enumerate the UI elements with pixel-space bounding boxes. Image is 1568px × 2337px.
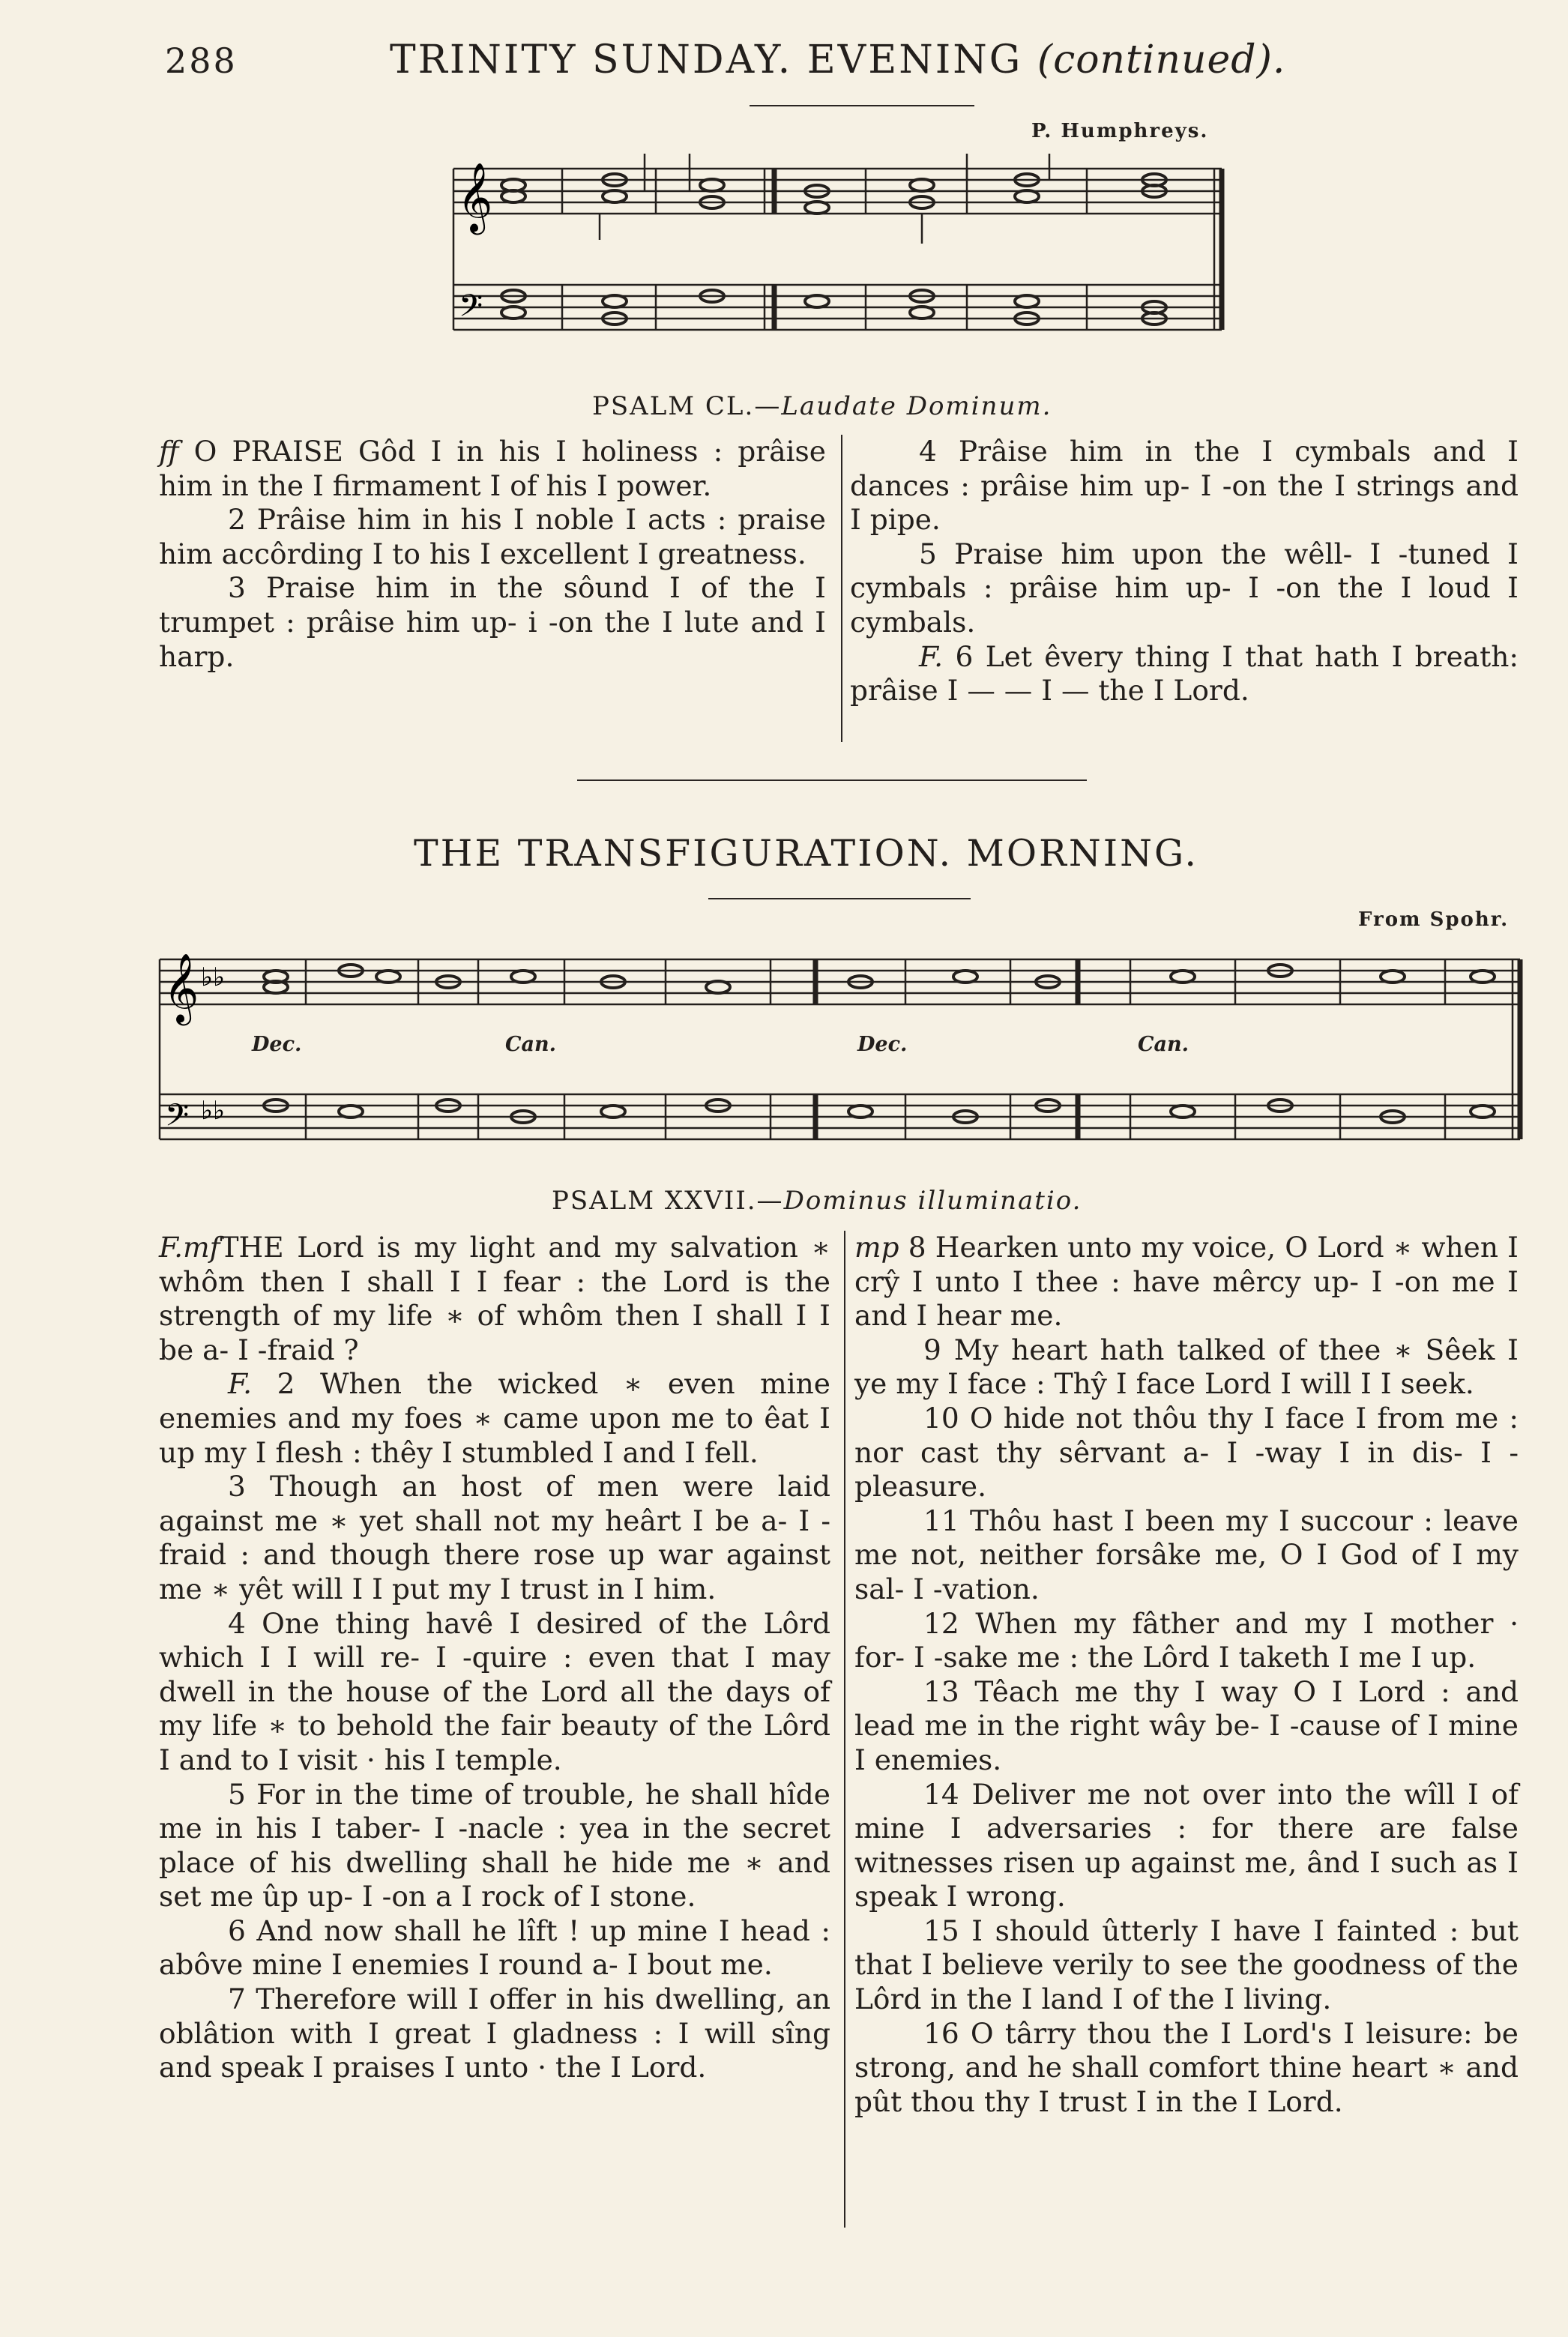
psalm27-verse-15: 15 I should ûtterly I have I fainted : but that I believe verily to see the goodness of the Lôrd in the I land I of the I living.: [854, 1914, 1519, 2016]
chant1-score: [442, 146, 1229, 356]
psalm27-verse-5: 5 For in the time of trouble, he shall hîde me in his I taber- I -nacle : yea in the secret place of his dwelling shall he hide me ∗ and set me ûp up- I -on a I rock of I stone.: [159, 1777, 830, 1914]
verse-text: 8 Hearken unto my voice, O Lord ∗ when I crŷ I unto I thee : have mêrcy up- I -on me I and I hear me.: [854, 1231, 1519, 1333]
psalm150-left-column: [159, 435, 826, 674]
score-label-can-1: Can.: [505, 1033, 557, 1056]
psalm27-verse-11: 11 Thôu hast I been my I succour : leave me not, neither forsâke me, O I God of I my sal- I -vation.: [854, 1504, 1519, 1605]
psalm150-latin: Laudate Dominum.: [781, 391, 1052, 421]
psalm27-verse-8: [854, 1231, 1519, 1333]
svg-text:♭♭: ♭♭: [201, 962, 226, 992]
psalm27-number: PSALM XXVII.—: [552, 1186, 784, 1216]
header-rule: [750, 105, 974, 106]
psalm27-verse-4: 4 One thing havê I desired of the Lôrd which I I will re- I -quire : even that I may dwell in the house of the Lord all the days of my life ∗ to behold the fair beauty of the Lôrd I and to I visit · his I temple.: [159, 1606, 830, 1776]
svg-text:𝄢: 𝄢: [459, 288, 483, 331]
psalm27-right-column: [854, 1231, 1519, 2119]
psalm27-verse-13: 13 Têach me thy I way O I Lord : and lead me in the right wây be- I -cause of I mine I enemies.: [854, 1674, 1519, 1776]
psalm27-verse-3: 3 Though an host of men were laid against me ∗ yet shall not my heârt I be a- I -fraid : and though there rose up war against me ∗ yêt will I I put my I trust in I him.: [159, 1470, 830, 1605]
psalm150-verse-4: 4 Prâise him in the I cymbals and I dances : prâise him up- I -on the I strings and I pipe.: [850, 435, 1519, 537]
verse-dynamic: F.: [919, 639, 944, 673]
psalm27-latin: Dominus illuminatio.: [783, 1186, 1082, 1216]
chant1-composer: P. Humphreys.: [1031, 120, 1209, 142]
running-title-main: TRINITY SUNDAY. EVENING: [390, 37, 1023, 82]
running-header: [165, 37, 1334, 90]
svg-text:♭♭: ♭♭: [201, 1096, 226, 1126]
running-title: [390, 37, 1285, 82]
verse-dynamic: mp: [854, 1231, 899, 1264]
svg-text:𝄢: 𝄢: [165, 1097, 190, 1141]
psalm150-title: [592, 391, 1052, 421]
verse-text: O PRAISE Gôd I in his I holiness : prâise him in the I firmament I of his I power.: [159, 435, 826, 502]
psalm27-verse-2: [159, 1367, 830, 1470]
verse-text: 6 Let êvery thing I that hath I breath: prâise I — — I — the I Lord.: [850, 639, 1519, 708]
psalm27-title: [552, 1186, 1082, 1216]
section-rule: [577, 779, 1087, 781]
psalm27-left-column: [159, 1231, 830, 2085]
psalm27-verse-7: 7 Therefore will I offer in his dwelling, an oblâtion with I great I gladness : I will sîng and speak I praises I unto · the I Lord.: [159, 1982, 830, 2084]
running-title-suffix: (continued).: [1037, 37, 1286, 82]
svg-text:𝄞: 𝄞: [457, 162, 493, 232]
psalm150-right-column: [850, 435, 1519, 708]
transfiguration-composer: From Spohr.: [1358, 908, 1510, 931]
psalm150-verse-6: [850, 640, 1519, 708]
verse-dynamic: F.mf: [159, 1231, 220, 1264]
svg-text:𝄞: 𝄞: [163, 953, 199, 1022]
psalm150-verse-5: 5 Praise him upon the wêll- I -tuned I cymbals : prâise him up- I -on the I loud I cymbals.: [850, 537, 1519, 639]
heading-rule: [708, 898, 971, 899]
verse-text: 2 When the wicked ∗ even mine enemies and my foes ∗ came upon me to êat I up my I flesh : thêy I stumbled I and I fell.: [159, 1367, 830, 1469]
score-label-dec-2: Dec.: [857, 1033, 908, 1056]
psalm27-verse-9: 9 My heart hath talked of thee ∗ Sêek I ye my I face : Thŷ I face Lord I will I I seek.: [854, 1333, 1519, 1401]
psalm150-verse-2: 2 Prâise him in his I noble I acts : praise him accôrding I to his I excellent I greatness.: [159, 503, 826, 570]
score-label-can-2: Can.: [1138, 1033, 1189, 1056]
verse-text: THE Lord is my light and my salvation ∗ whôm then I shall I I fear : the Lord is the strength of my life ∗ of whôm then I shall I I be a- I -fraid ?: [159, 1231, 830, 1366]
psalm27-verse-12: 12 When my fâther and my I mother · for- I -sake me : the Lôrd I taketh I me I up.: [854, 1606, 1519, 1674]
page-number: 288: [165, 40, 238, 81]
psalm150-column-divider: [841, 435, 842, 742]
score-label-dec-1: Dec.: [252, 1033, 302, 1056]
psalm150-number: PSALM CL.—: [592, 391, 782, 421]
verse-dynamic: F.: [228, 1367, 253, 1401]
psalm27-verse-6: 6 And now shall he lîft ! up mine I head : abôve mine I enemies I round a- I bout me.: [159, 1914, 830, 1982]
psalm27-verse-10: 10 O hide not thôu thy I face I from me : nor cast thy sêrvant a- I -way I in dis- I -pleasure.: [854, 1401, 1519, 1504]
psalm27-verse-16: 16 O târry thou the I Lord's I leisure: be strong, and he shall comfort thine heart ∗ and pût thou thy I trust I in the I Lord.: [854, 2016, 1519, 2118]
transfiguration-heading: THE TRANSFIGURATION. MORNING.: [414, 832, 1198, 875]
psalm150-verse-3: 3 Praise him in the sôund I of the I trumpet : prâise him up- i -on the I lute and I harp.: [159, 571, 826, 673]
psalm27-verse-1: [159, 1231, 830, 1367]
psalm27-verse-14: 14 Deliver me not over into the wîll I of mine I adversaries : for there are false witnesses risen up against me, ând I such as I speak I wrong.: [854, 1777, 1519, 1914]
verse-dynamic: ff: [159, 435, 179, 468]
psalm150-verse-1: [159, 435, 826, 503]
psalm27-column-divider: [844, 1231, 845, 2228]
transfiguration-score: [156, 933, 1528, 1158]
